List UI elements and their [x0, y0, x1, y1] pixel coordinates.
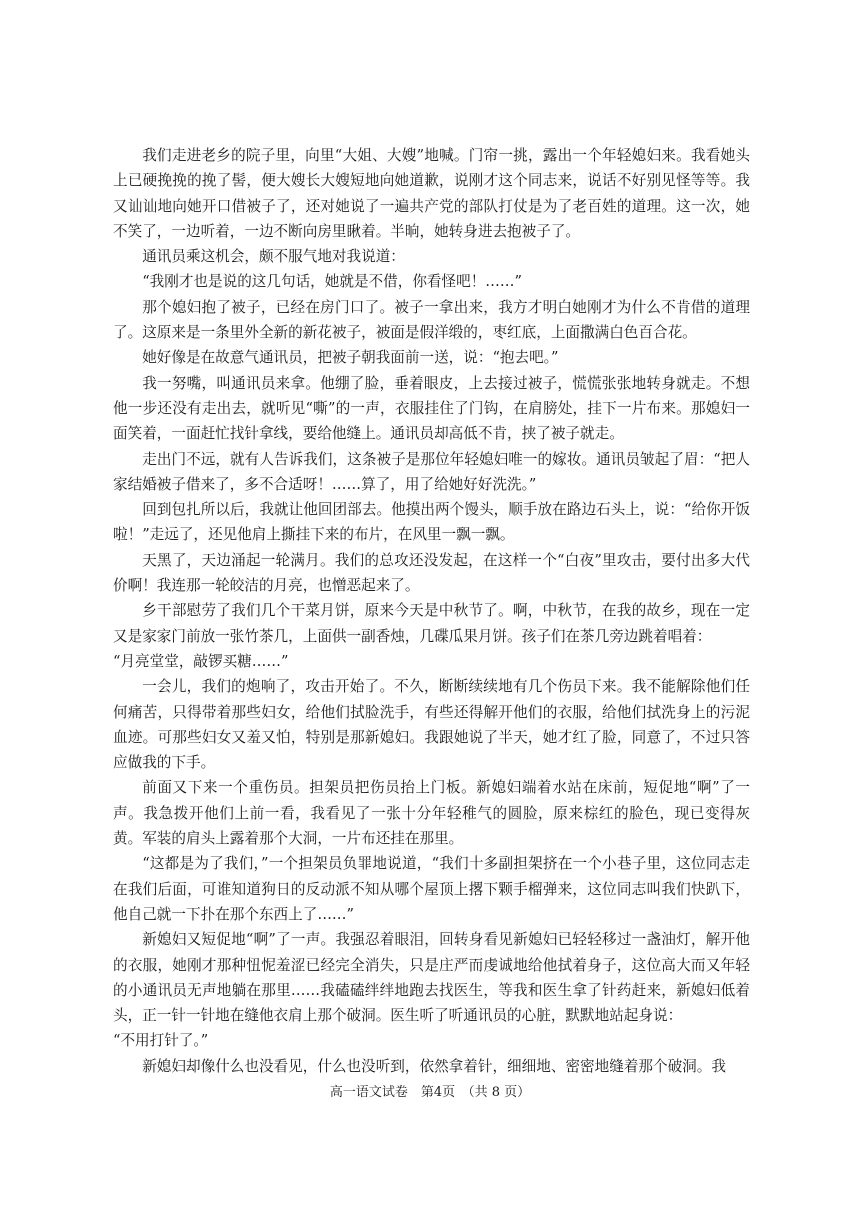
- paragraph: 新媳妇又短促地“啊”了一声。我强忍着眼泪，回转身看见新媳妇已轻轻移过一盏油灯，解开他的衣服，她刚才那种忸怩羞涩已经完全消失，只是庄严而虔诚地给他拭着身子，这位高大而又年轻的小通讯员无声地躺在那里……我磕磕绊绊地跑去找医生，等我和医生拿了针药赶来，新媳妇低着头，正一针一针地在缝他衣肩上那个破洞。医生听了听通讯员的心脏，默默地站起身说：: [113, 931, 750, 1025]
- paragraph: 她好像是在故意气通讯员，把被子朝我面前一送，说：“抱去吧。”: [142, 349, 559, 367]
- paragraph: 乡干部慰劳了我们几个干菜月饼，原来今天是中秋节了。啊，中秋节，在我的故乡，现在一定又是家家门前放一张竹茶几，上面供一副香烛，几碟瓜果月饼。孩子们在茶几旁边跳着唱着：: [113, 602, 750, 645]
- paragraph: “我刚才也是说的这几句话，她就是不借，你看怪吧！……”: [142, 273, 522, 291]
- paragraph: 一会儿，我们的炮响了，攻击开始了。不久，断断续续地有几个伤员下来。我不能解除他们任何痛苦，只得带着那些妇女，给他们拭脸洗手，有些还得解开他们的衣服，给他们拭洗身上的污泥血迹。可那些妇女又羞又怕，特别是那新媳妇。我跟她说了半天，她才红了脸，同意了，不过只答应做我的下手。: [113, 678, 750, 772]
- paragraph: 那个媳妇抱了被子，已经在房门口了。被子一拿出来，我方才明白她刚才为什么不肯借的道理了。这原来是一条里外全新的新花被子，被面是假洋缎的，枣红底，上面撒满白色百合花。: [113, 298, 750, 342]
- paragraph: “这都是为了我们，”一个担架员负罪地说道，“我们十多副担架挤在一个小巷子里，这位同志走在我们后面，可谁知道狗日的反动派不知从哪个屋顶上撂下颗手榴弹来，这位同志叫我们快趴下，他自己就一下扑在那个东西上了……”: [113, 855, 750, 923]
- song-line: “月亮堂堂，敲锣买糖……”: [113, 652, 289, 670]
- page-footer: 高一语文试卷 第4页 （共 8 页）: [329, 1085, 531, 1100]
- paragraph: 回到包扎所以后，我就让他回团部去。他摸出两个馒头，顺手放在路边石头上，说：“给你开饭啦！”走远了，还见他肩上撕挂下来的布片，在风里一飘一飘。: [113, 501, 750, 544]
- paragraph: 我们走进老乡的院子里，向里“大姐、大嫂”地喊。门帘一挑，露出一个年轻媳妇来。我看她头上已硬挽挽的挽了髻，便大嫂长大嫂短地向她道歉，说刚才这个同志来，说话不好别见怪等等。我又讪讪地向她开口借被子了，还对她说了一遍共产党的部队打仗是为了老百姓的道理。这一次，她不笑了，一边听着，一边不断向房里瞅着。半晌，她转身进去抱被子了。: [113, 147, 750, 240]
- paragraph: 前面又下来一个重伤员。担架员把伤员抬上门板。新媳妇端着水站在床前，短促地“啊”了一声。我急拨开他们上前一看，我看见了一张十分年轻稚气的圆脸，原来棕红的脸色，现已变得灰黄。军装的肩头上露着那个大洞，一片布还挂在那里。: [113, 779, 750, 848]
- paragraph: 走出门不远，就有人告诉我们，这条被子是那位年轻媳妇唯一的嫁妆。通讯员皱起了眉：“把人家结婚被子借来了，多不合适呀！……算了，用了给她好好洗洗。”: [113, 450, 750, 493]
- article-body: [113, 143, 750, 1079]
- doctor-quote: “不用打针了。”: [113, 1032, 209, 1050]
- paragraph: 新媳妇却像什么也没看见，什么也没听到，依然拿着针，细细地、密密地缝着那个破洞。我: [142, 1057, 726, 1075]
- paragraph: 通讯员乘这机会，颇不服气地对我说道：: [142, 248, 405, 266]
- paragraph: 我一努嘴，叫通讯员来拿。他绷了脸，垂着眼皮，上去接过被子，慌慌张张地转身就走。不想他一步还没有走出去，就听见“嘶”的一声，衣服挂住了门钩，在肩膀处，挂下一片布来。那媳妇一面笑着，一面赶忙找针拿线，要给他缝上。通讯员却高低不肯，挟了被子就走。: [113, 374, 750, 443]
- paragraph: 天黑了，天边涌起一轮满月。我们的总攻还没发起，在这样一个“白夜”里攻击，要付出多大代价啊！我连那一轮皎洁的月亮，也憎恶起来了。: [113, 551, 750, 595]
